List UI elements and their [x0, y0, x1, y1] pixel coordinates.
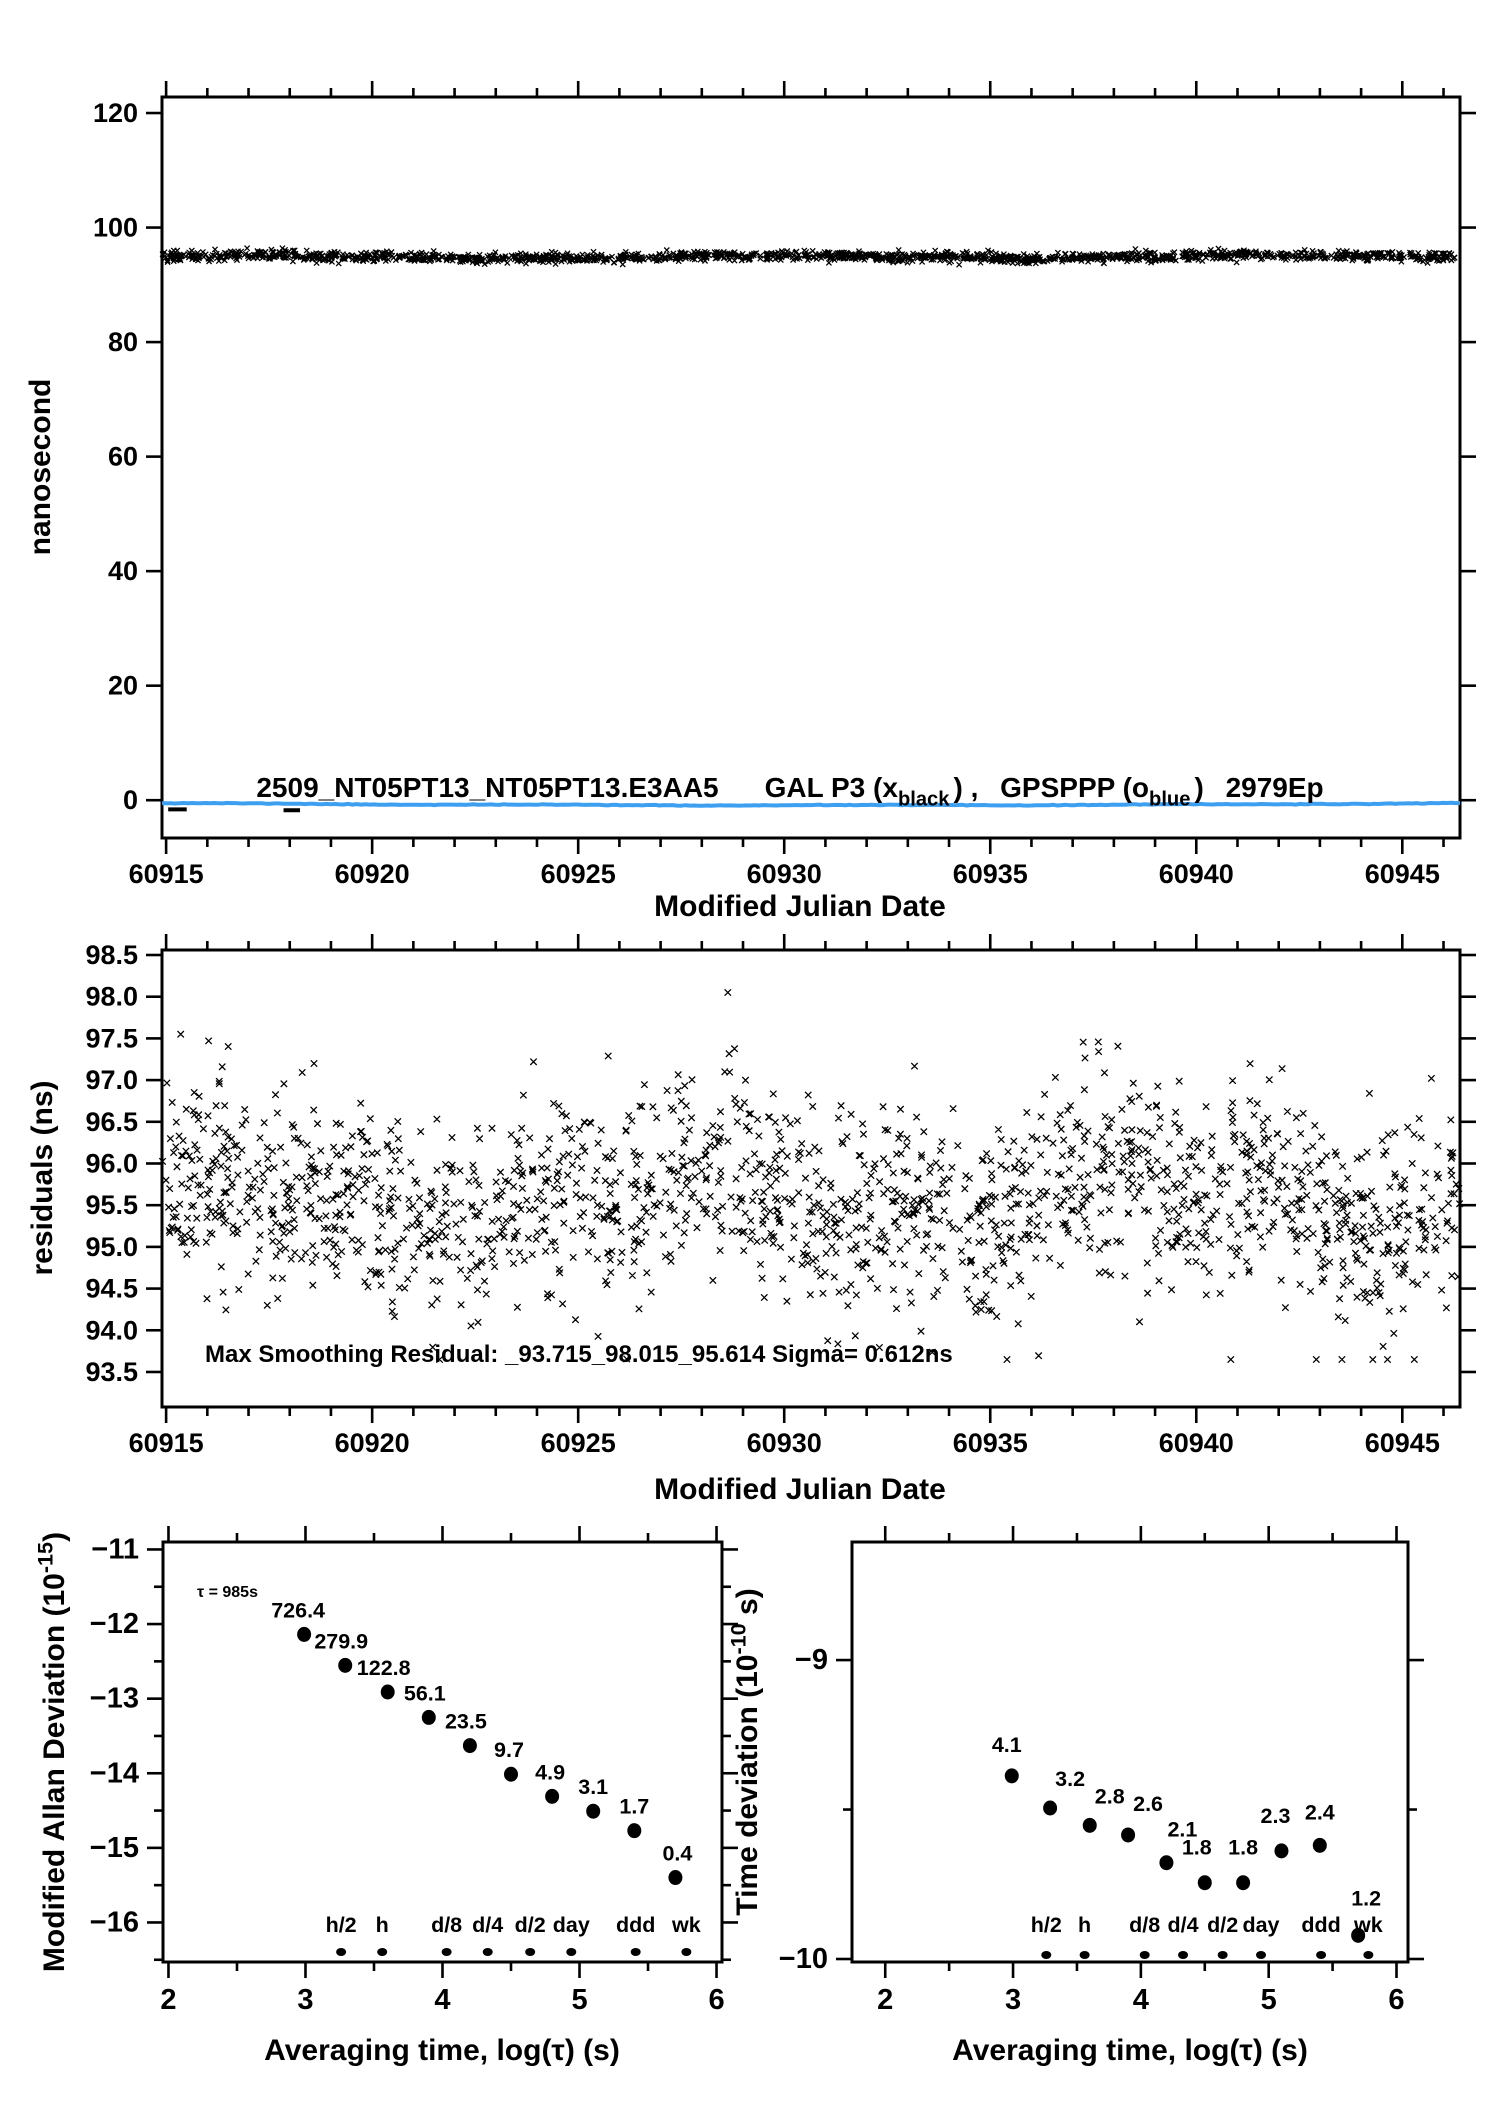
y-axis-ticks [146, 113, 1476, 800]
y-axis-title: Time deviation ($10^{-10}$ s) [725, 1588, 764, 1916]
point-value-label: 726.4 [271, 1598, 326, 1623]
x-tick-label: 3 [1004, 1984, 1022, 2016]
y-tick-label: 40 [107, 556, 138, 587]
point-value-label: 279.9 [314, 1629, 369, 1654]
x-tick-label: 60930 [746, 859, 822, 889]
time-marker-dot [336, 1948, 346, 1956]
x-tick-label: 2 [160, 1984, 177, 2016]
time-marker-label: wk [1354, 1913, 1383, 1937]
y-axis-ticks [146, 955, 1476, 1372]
time-marker-dot [631, 1948, 641, 1956]
x-tick-label: 4 [434, 1984, 451, 2016]
point-value-label: 122.8 [356, 1656, 411, 1681]
point-value-label: 2.6 [1133, 1791, 1164, 1816]
y-tick-label: 98.5 [85, 940, 138, 971]
y-tick-label: 96.5 [85, 1106, 138, 1137]
point-value-label: 4.1 [991, 1732, 1022, 1757]
y-tick-label: 120 [92, 98, 138, 129]
x-tick-label: 60935 [952, 1428, 1028, 1458]
time-marker-label: d/8 [1129, 1913, 1161, 1937]
y-axis-title: residuals (ns) [26, 1080, 59, 1276]
point-value-label: 9.7 [494, 1738, 524, 1763]
data-point [297, 1627, 311, 1642]
time-marker-dot [1316, 1951, 1326, 1959]
x-tick-label: 60925 [540, 859, 616, 889]
data-point [1236, 1875, 1250, 1890]
data-point [1121, 1827, 1135, 1842]
y-tick-label: −14 [89, 1757, 139, 1790]
data-point [1274, 1843, 1288, 1858]
tdev-chart [726, 1526, 1424, 2067]
time-marker-dot [1256, 1951, 1266, 1959]
data-point [338, 1658, 352, 1673]
x-tick-label: 60920 [334, 859, 410, 889]
x-axis-title: Modified Julian Date [654, 1473, 946, 1506]
x-tick-label: 3 [297, 1984, 314, 2016]
reference-line-series [162, 803, 1460, 806]
data-point [463, 1738, 477, 1753]
scatter-series [159, 989, 1463, 1362]
time-marker-label: d/4 [472, 1913, 504, 1937]
y-tick-label: −9 [794, 1644, 828, 1677]
x-tick-label: 60930 [746, 1428, 822, 1458]
point-value-label: 23.5 [444, 1709, 487, 1734]
time-marker-label: d/4 [1167, 1913, 1199, 1937]
x-tick-label: 60915 [128, 859, 204, 889]
time-marker-dot [566, 1948, 576, 1956]
time-marker-dot [1178, 1951, 1188, 1959]
time-marker-label: h/2 [1030, 1913, 1062, 1937]
plot-frame [162, 97, 1460, 838]
x-tick-label: 4 [1132, 1984, 1149, 2016]
point-value-label: 1.7 [619, 1794, 650, 1819]
data-point [668, 1870, 682, 1885]
time-marker-label: d/2 [1207, 1913, 1239, 1937]
data-point [1313, 1838, 1327, 1853]
point-value-label: 1.8 [1181, 1835, 1212, 1860]
x-axis-title: Averaging time, log(τ) (s) [952, 2034, 1308, 2067]
x-tick-label: 60920 [334, 1428, 410, 1458]
time-marker-label: ddd [1301, 1913, 1341, 1937]
y-axis-title: nanosecond [24, 378, 57, 556]
y-tick-label: −13 [89, 1682, 139, 1715]
plot-frame [852, 1542, 1408, 1962]
y-tick-label: 95.0 [85, 1231, 138, 1262]
x-tick-label: 60940 [1158, 859, 1234, 889]
mdev-annotation: τ = 985s [197, 1584, 258, 1601]
y-tick-label: 97.5 [85, 1023, 138, 1054]
y-tick-label: 94.0 [85, 1315, 138, 1346]
time-markers [326, 1913, 701, 1956]
time-marker-label: ddd [615, 1913, 656, 1937]
point-value-label: 4.9 [535, 1760, 566, 1785]
y-tick-label: 97.0 [85, 1065, 138, 1096]
y-tick-label: 100 [92, 212, 138, 243]
x-axis-ticks [885, 1526, 1396, 1978]
time-marker-dot [1080, 1951, 1090, 1959]
y-tick-label: 80 [107, 327, 138, 358]
time-marker-dot [681, 1948, 691, 1956]
residuals-annotation: Max Smoothing Residual: _93.715_98.015_95.614 Sigma= 0.612ns [205, 1341, 953, 1368]
data-point [586, 1804, 600, 1819]
data-point [627, 1823, 641, 1838]
y-tick-label: −16 [89, 1906, 139, 1939]
y-tick-label: −15 [89, 1831, 139, 1864]
x-tick-label: 60945 [1364, 859, 1440, 889]
data-point [1083, 1818, 1097, 1833]
y-tick-label: −12 [89, 1608, 139, 1641]
y-tick-label: 95.5 [85, 1190, 138, 1221]
y-tick-label: −11 [91, 1533, 139, 1566]
x-tick-label: 60940 [1158, 1428, 1234, 1458]
point-value-label: 0.4 [662, 1841, 693, 1866]
time-markers [1031, 1913, 1383, 1959]
y-tick-label: 94.5 [85, 1273, 138, 1304]
x-tick-label: 6 [708, 1984, 725, 2016]
time-marker-dot [483, 1948, 493, 1956]
point-value-label: 56.1 [403, 1681, 446, 1706]
time-marker-dot [442, 1948, 452, 1956]
x-axis-ticks [166, 81, 1443, 854]
data-point [422, 1710, 436, 1725]
x-tick-label: 60915 [128, 1428, 204, 1458]
time-marker-dot [1363, 1951, 1373, 1959]
time-marker-dot [377, 1948, 387, 1956]
point-value-label: 1.2 [1351, 1886, 1382, 1911]
y-tick-label: 93.5 [85, 1356, 138, 1387]
point-value-label: 2.4 [1304, 1800, 1335, 1825]
point-value-label: 2.1 [1167, 1817, 1198, 1842]
data-point-dots [297, 1627, 682, 1885]
time-marker-dot [1218, 1951, 1228, 1959]
point-value-label: 2.8 [1094, 1784, 1125, 1809]
time-marker-dot [1041, 1951, 1051, 1959]
y-tick-label: 98.0 [85, 981, 138, 1012]
plot-frame [163, 1542, 722, 1962]
x-axis-title: Averaging time, log(τ) (s) [264, 2034, 620, 2067]
time-marker-dot [525, 1948, 535, 1956]
time-marker-label: wk [672, 1913, 701, 1937]
data-point [545, 1789, 559, 1804]
time-marker-label: day [552, 1913, 590, 1937]
x-tick-label: 5 [1260, 1984, 1277, 2016]
y-tick-label: 0 [122, 785, 138, 816]
point-value-labels [992, 1733, 1381, 1911]
residuals-chart [26, 934, 1476, 1506]
y-axis-ticks [147, 1549, 738, 1959]
data-point [1198, 1875, 1212, 1890]
x-tick-label: 60945 [1364, 1428, 1440, 1458]
data-point [504, 1767, 518, 1782]
data-point [1005, 1768, 1019, 1783]
time-marker-label: h [375, 1913, 389, 1937]
x-tick-label: 6 [1388, 1984, 1405, 2016]
data-point [1159, 1855, 1173, 1870]
time-marker-dot [1140, 1951, 1150, 1959]
time-marker-label: h [1078, 1913, 1092, 1937]
point-value-labels [271, 1598, 692, 1865]
y-tick-label: −10 [778, 1943, 828, 1976]
time-marker-label: day [1242, 1913, 1280, 1937]
x-axis-title: Modified Julian Date [654, 890, 946, 923]
x-tick-label: 5 [571, 1984, 588, 2016]
x-tick-label: 60925 [540, 1428, 616, 1458]
mdev-chart [33, 1526, 738, 2067]
y-tick-label: 60 [107, 441, 138, 472]
point-value-label: 1.8 [1228, 1835, 1259, 1860]
data-point [1043, 1801, 1057, 1816]
chart-title: 2509_NT05PT13_NT05PT13.E3AA5 GAL P3 ($x_{black}$ ) , GPSPPP ($o_{blue}$ ) 2979Ep [256, 772, 1324, 811]
time-marker-label: h/2 [325, 1913, 357, 1937]
point-value-label: 3.2 [1055, 1767, 1086, 1792]
scatter-series [160, 246, 1457, 268]
time-marker-label: d/2 [514, 1913, 546, 1937]
x-tick-label: 2 [877, 1984, 894, 2016]
y-tick-label: 96.0 [85, 1148, 138, 1179]
y-axis-title: Modified Allan Deviation $(10^{-15})$ [32, 1531, 71, 1973]
point-value-label: 3.1 [578, 1775, 609, 1800]
data-point [381, 1685, 395, 1700]
point-value-label: 2.3 [1260, 1803, 1291, 1828]
phase-chart [24, 81, 1476, 923]
time-marker-label: d/8 [431, 1913, 463, 1937]
x-tick-label: 60935 [952, 859, 1028, 889]
y-tick-label: 20 [107, 670, 138, 701]
